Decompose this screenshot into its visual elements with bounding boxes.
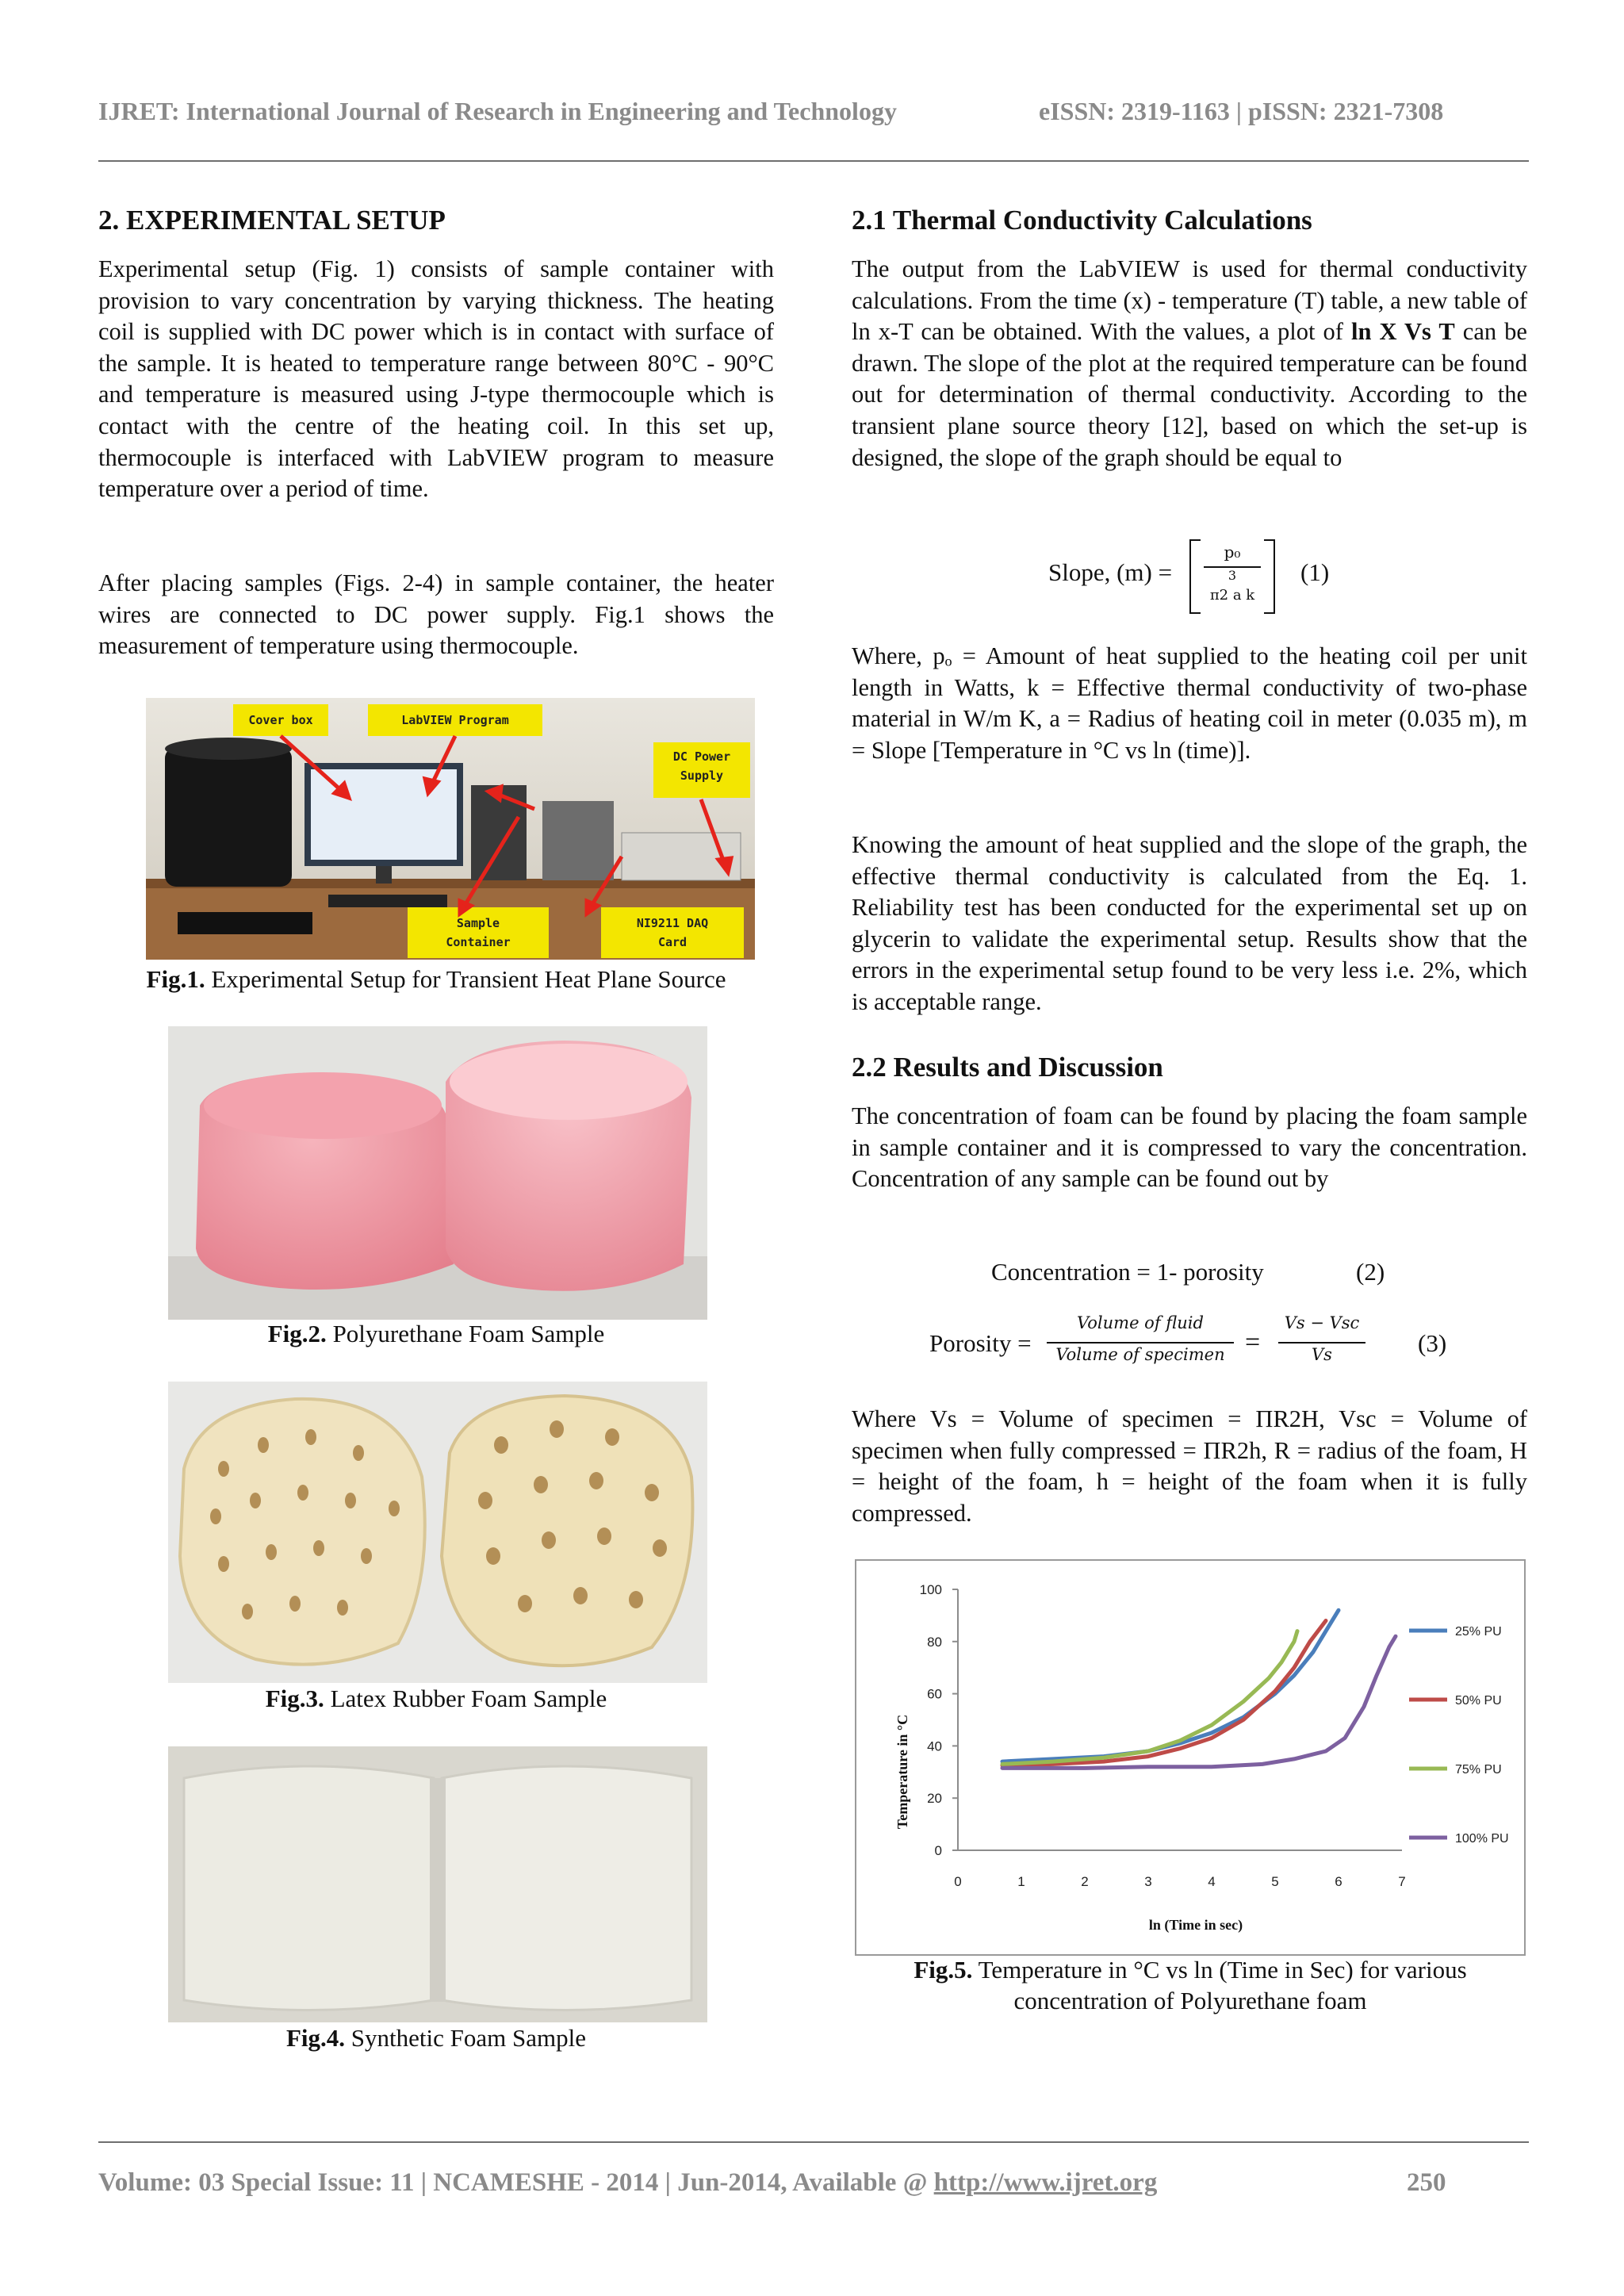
label-labview-program: LabVIEW Program [368, 704, 542, 736]
fig5-chart [855, 1559, 1526, 1956]
fig3-latex-rubber-photo [168, 1382, 707, 1683]
series-line-100pu [1002, 1636, 1396, 1768]
label-daq-line2: Card [657, 935, 688, 949]
legend-label: 75% PU [1455, 1763, 1502, 1777]
equation-2 [991, 1258, 1385, 1286]
eq3-frac2-bar [1278, 1342, 1365, 1343]
running-footer [98, 2168, 1446, 2198]
y-tick-label: 80 [927, 1634, 942, 1650]
y-tick-label: 20 [927, 1791, 942, 1807]
footer-volume: Volume: 03 Special Issue: 11 | NCAMESHE - 2014 | Jun-2014, Available @ [98, 2168, 934, 2197]
fig3-caption-text: Latex Rubber Foam Sample [324, 1685, 607, 1712]
legend-label: 100% PU [1455, 1832, 1509, 1846]
eq2-text: Concentration = 1- porosity [991, 1258, 1264, 1286]
eq1-lhs: Slope, (m) = [1048, 558, 1173, 586]
x-tick-label: 1 [1017, 1874, 1025, 1889]
paragraph-knowing: Knowing the amount of heat supplied and the slope of the graph, the effective thermal conductivity is calculated from the Eq. 1. Reliability test has been conducted for the experimental set up on glycerin to validate the experimental setup. Results show that the errors in the experimental setup found to be very less i.e. 2%, which is acceptable range. [852, 831, 1527, 1015]
x-tick-label: 2 [1081, 1874, 1089, 1889]
x-tick-label: 4 [1208, 1874, 1216, 1889]
para21-after: can be drawn. The slope of the plot at the required temperature can be found out for determination of thermal conductivity. According to the transient plane source theory [12], based on which the set-up is designed, the slope of the graph should be equal to [852, 318, 1527, 471]
legend-label: 25% PU [1455, 1625, 1502, 1639]
footer-divider [98, 2141, 1529, 2143]
x-tick-label: 7 [1398, 1874, 1406, 1889]
eq3-frac1-num: Volume of fluid [1077, 1313, 1204, 1332]
eq3-frac2-num: Vs − Vsc [1284, 1313, 1360, 1332]
fig4-caption [98, 2022, 774, 2053]
section-title-experimental-setup: 2. EXPERIMENTAL SETUP [98, 205, 446, 236]
paragraph-where-definitions: Where, pₒ = Amount of heat supplied to the heating coil per unit length in Watts, k = Effective thermal conductivity of two-phase material in W/m K, a = Radius of heating coil in meter (0.035 m), m = Slope [Temperature in °C vs ln (time)]. [852, 642, 1527, 764]
section-title-results: 2.2 Results and Discussion [852, 1052, 1163, 1083]
paragraph-thermal-conductivity [852, 254, 1527, 473]
eq1-numerator: p₀ [1224, 542, 1241, 562]
section-title-thermal-conductivity: 2.1 Thermal Conductivity Calculations [852, 205, 1312, 236]
para21-before: The output from the LabVIEW is used for thermal conductivity calculations. From the time (x) - temperature (T) table, a new table of ln x-T can be obtained. With the values, a plot of [852, 255, 1527, 346]
y-tick-label: 60 [927, 1686, 942, 1702]
eq3-frac1-bar [1047, 1342, 1234, 1343]
header-divider [98, 160, 1529, 162]
eq1-denominator-top: 3 [1228, 568, 1237, 583]
y-tick-label: 100 [919, 1582, 942, 1597]
issn-info: eISSN: 2319-1163 | pISSN: 2321-7308 [1039, 97, 1444, 125]
eq3-equals: = [1245, 1328, 1261, 1357]
page-number: 250 [1407, 2168, 1446, 2197]
eq1-denominator-bottom: π2 a k [1209, 587, 1255, 604]
eq3-lhs: Porosity = [929, 1329, 1032, 1357]
x-tick-label: 5 [1271, 1874, 1279, 1889]
x-tick-label: 6 [1335, 1874, 1342, 1889]
series-line-25pu [1002, 1610, 1339, 1761]
paragraph-volume-definitions: Where Vs = Volume of specimen = ΠR2H, Vsc = Volume of specimen when fully compressed = ΠR2h, R = radius of the foam, H = height of the foam, h = height of the foam when it is fully compressed. [852, 1405, 1527, 1527]
y-axis-label: Temperature in °C [894, 1714, 910, 1830]
footer-link[interactable]: http://www.ijret.org [933, 2168, 1158, 2197]
fig5-caption-text: Temperature in °C vs ln (Time in Sec) for various concentration of Polyurethane foam [972, 1956, 1467, 2014]
paragraph-concentration: The concentration of foam can be found by placing the foam sample in sample container and it is compressed to vary the concentration. Concentration of any sample can be found out by [852, 1102, 1527, 1193]
running-header [98, 97, 1526, 126]
paragraph-setup: Experimental setup (Fig. 1) consists of sample container with provision to vary concentration by varying thickness. The heating coil is supplied with DC power which is in contact with surface of the sample. It is heated to temperature range between 80°C - 90°C and temperature is measured using J-type thermocouple which is contact with the centre of the heating coil. In this set up, thermocouple is interfaced with LabVIEW program to measure temperature over a period of time. [98, 255, 774, 503]
fig2-caption [98, 1318, 774, 1349]
fig4-synthetic-foam-photo [168, 1746, 707, 2022]
chart-canvas [856, 1561, 1524, 1954]
eq1-left-bracket [1189, 539, 1201, 614]
fig1-caption-label: Fig.1. [146, 965, 205, 993]
eq1-right-bracket [1264, 539, 1275, 614]
x-axis-label: ln (Time in sec) [1148, 1917, 1243, 1933]
label-dc-power-line1: DC Power [672, 749, 731, 764]
x-tick-label: 3 [1144, 1874, 1152, 1889]
fig1-caption-text: Experimental Setup for Transient Heat Plane Source [205, 965, 726, 993]
eq2-number: (2) [1356, 1258, 1385, 1286]
fig3-caption [98, 1683, 774, 1714]
series-line-75pu [1002, 1631, 1297, 1765]
paragraph-placing-samples: After placing samples (Figs. 2-4) in sample container, the heater wires are connected to DC power supply. Fig.1 shows the measurement of temperature using thermocouple. [98, 569, 774, 660]
fig5-caption [855, 1954, 1526, 2016]
fig1-arrows [146, 698, 755, 960]
x-tick-label: 0 [954, 1874, 962, 1889]
fig2-caption-text: Polyurethane Foam Sample [326, 1320, 605, 1347]
para21-bold: ln X Vs T [1350, 318, 1455, 346]
journal-name: IJRET: International Journal of Research in Engineering and Technology [98, 97, 897, 125]
fig4-caption-label: Fig.4. [285, 2024, 346, 2052]
label-sample-line1: Sample [456, 916, 500, 930]
label-cover-box: Cover box [233, 704, 328, 736]
fig2-polyurethane-photo [168, 1026, 707, 1320]
fig1-setup-photo [146, 698, 755, 960]
eq3-number: (3) [1418, 1329, 1447, 1357]
y-tick-label: 40 [927, 1738, 942, 1754]
eq1-number: (1) [1300, 558, 1330, 586]
legend-label: 50% PU [1455, 1694, 1502, 1708]
eq3-frac2-den: Vs [1312, 1345, 1332, 1364]
fig3-caption-label: Fig.3. [265, 1685, 324, 1712]
y-tick-label: 0 [934, 1843, 942, 1858]
label-daq-line1: NI9211 DAQ [636, 916, 709, 930]
fig5-caption-label: Fig.5. [914, 1956, 973, 1984]
fig4-caption-text: Synthetic Foam Sample [345, 2024, 586, 2052]
label-dc-power-line2: Supply [680, 769, 724, 783]
eq3-frac1-den: Volume of specimen [1055, 1345, 1225, 1364]
label-sample-line2: Container [446, 935, 511, 949]
fig1-caption [98, 964, 774, 995]
fig2-caption-label: Fig.2. [267, 1320, 327, 1347]
